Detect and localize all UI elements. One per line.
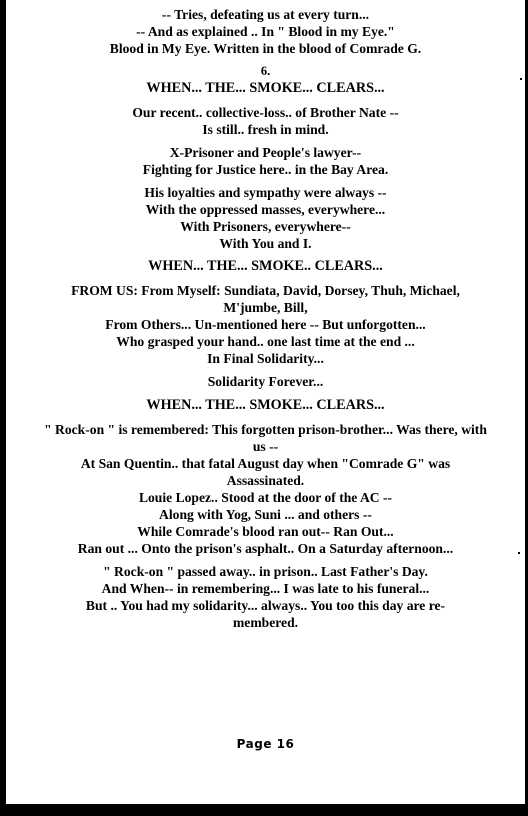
text-line: But .. You had my solidarity... always.. You too this day are re-membered. <box>85 598 446 630</box>
text-line: And When-- in remembering... I was late to his funeral... <box>101 581 430 596</box>
text-line: Blood in My Eye. Written in the blood of Comrade G. <box>109 41 422 56</box>
text-line: While Comrade's blood ran out-- Ran Out... <box>137 524 394 539</box>
text-line: Who grasped your hand.. one last time at the end ... <box>116 334 415 349</box>
section-heading-block <box>16 63 515 97</box>
text-line: Is still.. fresh in mind. <box>202 122 329 137</box>
text-line: " Rock-on " is remembered: This forgotten prison-brother... Was there, with us -- <box>44 422 487 454</box>
text-line: -- And as explained .. In " Blood in my Eye." <box>136 24 395 39</box>
refrain-block <box>16 397 515 414</box>
scan-speck <box>520 78 522 80</box>
text-line: His loyalties and sympathy were always -- <box>144 185 387 200</box>
stanza <box>16 282 515 367</box>
refrain-heading: WHEN... THE... SMOKE.. CLEARS... <box>148 258 383 274</box>
text-line: Ran out ... Onto the prison's asphalt.. On a Saturday afternoon... <box>77 541 454 556</box>
text-line: " Rock-on " passed away.. in prison.. Last Father's Day. <box>103 564 428 579</box>
refrain-block <box>16 258 515 275</box>
text-line: In Final Solidarity... <box>207 351 324 366</box>
text-line: Fighting for Justice here.. in the Bay Area. <box>142 162 389 177</box>
refrain-heading: WHEN... THE... SMOKE... CLEARS... <box>146 397 385 413</box>
stanza <box>16 6 515 57</box>
stanza <box>16 144 515 178</box>
text-line: Solidarity Forever... <box>207 374 324 389</box>
scan-speck <box>518 552 520 554</box>
document-body <box>16 6 515 637</box>
refrain-heading: WHEN... THE... SMOKE... CLEARS... <box>146 80 385 96</box>
stanza <box>16 373 515 390</box>
page-number: Page 16 <box>236 737 295 751</box>
stanza <box>16 184 515 252</box>
text-line: With You and I. <box>219 236 312 251</box>
text-line: -- Tries, defeating us at every turn... <box>161 7 370 22</box>
text-line: With Prisoners, everywhere-- <box>180 219 351 234</box>
text-line: Along with Yog, Suni ... and others -- <box>159 507 372 522</box>
stanza <box>16 421 515 557</box>
text-line: Our recent.. collective-loss.. of Brother Nate -- <box>132 105 399 120</box>
stanza <box>16 563 515 631</box>
text-line: From Others... Un-mentioned here -- But unforgotten... <box>105 317 426 332</box>
text-line: Louie Lopez.. Stood at the door of the AC -- <box>138 490 393 505</box>
text-line: At San Quentin.. that fatal August day when "Comrade G" was Assassinated. <box>80 456 451 488</box>
stanza <box>16 104 515 138</box>
text-line: X-Prisoner and People's lawyer-- <box>169 145 362 160</box>
section-number: 6. <box>260 64 271 78</box>
text-line: FROM US: From Myself: Sundiata, David, Dorsey, Thuh, Michael, M'jumbe, Bill, <box>71 283 460 315</box>
text-line: With the oppressed masses, everywhere... <box>145 202 386 217</box>
